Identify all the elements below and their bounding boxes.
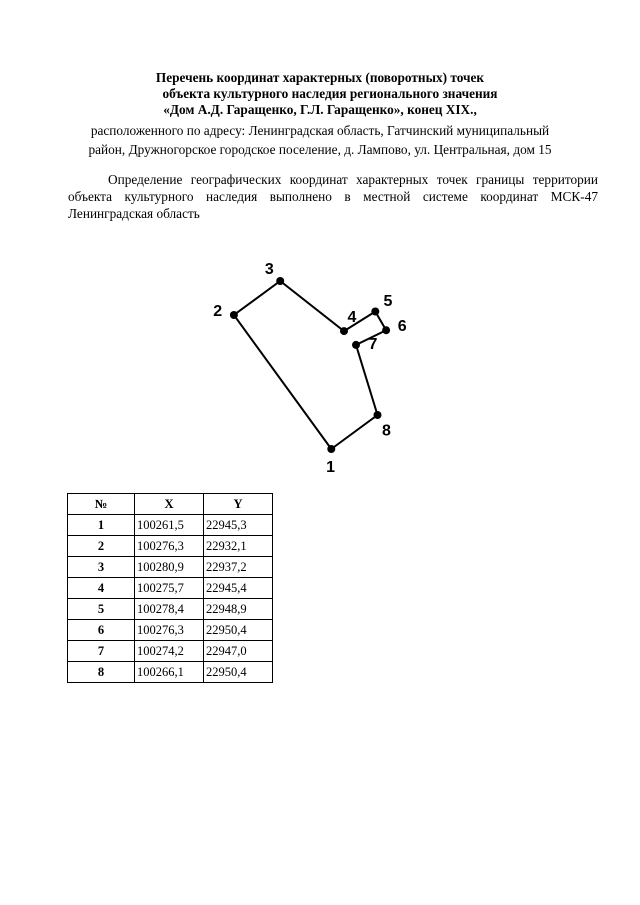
heading-line-3: «Дом А.Д. Гаращенко, Г.Л. Гаращенко», конец XIX., [163,102,477,117]
boundary-point-8 [374,411,382,419]
cell-x: 100280,9 [135,557,204,578]
cell-y: 22950,4 [204,662,273,683]
cell-y: 22932,1 [204,536,273,557]
boundary-outline [234,281,386,449]
table-row [68,662,273,683]
point-label-4: 4 [347,309,357,326]
cell-y: 22947,0 [204,641,273,662]
cell-number: 5 [68,599,135,620]
address-line-1: расположенного по адресу: Ленинградская область, Гатчинский муниципальный [90,123,550,138]
boundary-point-5 [371,308,379,316]
cell-x: 100278,4 [135,599,204,620]
cell-y: 22950,4 [204,620,273,641]
cell-number: 8 [68,662,135,683]
heading-line-1: Перечень координат характерных (поворотных) точек [155,70,485,85]
point-label-3: 3 [264,261,274,278]
table-row [68,536,273,557]
cell-number: 2 [68,536,135,557]
cell-x: 100276,3 [135,536,204,557]
table-row [68,578,273,599]
cell-x: 100274,2 [135,641,204,662]
cell-x: 100261,5 [135,515,204,536]
header-number: № [68,494,135,515]
boundary-points [213,261,407,476]
point-label-2: 2 [213,302,223,320]
cell-x: 100266,1 [135,662,204,683]
boundary-point-4 [340,327,348,335]
header-x: X [135,494,204,515]
boundary-point-1 [327,445,335,453]
table-header-row [68,494,273,515]
table-row [68,557,273,578]
header-y: Y [204,494,273,515]
point-label-6: 6 [397,317,407,335]
cell-number: 4 [68,578,135,599]
table-row [68,620,273,641]
boundary-point-7 [352,341,360,349]
cell-number: 3 [68,557,135,578]
table-row [68,641,273,662]
cell-y: 22945,3 [204,515,273,536]
cell-number: 1 [68,515,135,536]
cell-y: 22945,4 [204,578,273,599]
cell-x: 100276,3 [135,620,204,641]
cell-number: 7 [68,641,135,662]
point-label-7: 7 [368,335,378,353]
point-label-8: 8 [382,422,391,440]
boundary-point-6 [382,326,390,334]
cell-y: 22948,9 [204,599,273,620]
boundary-plan [190,245,430,485]
table-row [68,599,273,620]
cell-x: 100275,7 [135,578,204,599]
intro-paragraph: Определение географических координат характерных точек границы территории объекта культурного наследия выполнено в местной системе координат МСК-47 Ленинградская область [68,172,598,221]
cell-number: 6 [68,620,135,641]
point-label-5: 5 [383,293,393,311]
boundary-point-2 [230,311,238,319]
cell-y: 22937,2 [204,557,273,578]
coordinates-table [67,493,273,683]
table-row [68,515,273,536]
point-label-1: 1 [326,459,336,476]
heading-line-2: объекта культурного наследия регионального значения [162,86,498,101]
boundary-point-3 [276,277,284,285]
address-line-2: район, Дружногорское городское поселение, д. Лампово, ул. Центральная, дом 15 [88,142,552,157]
